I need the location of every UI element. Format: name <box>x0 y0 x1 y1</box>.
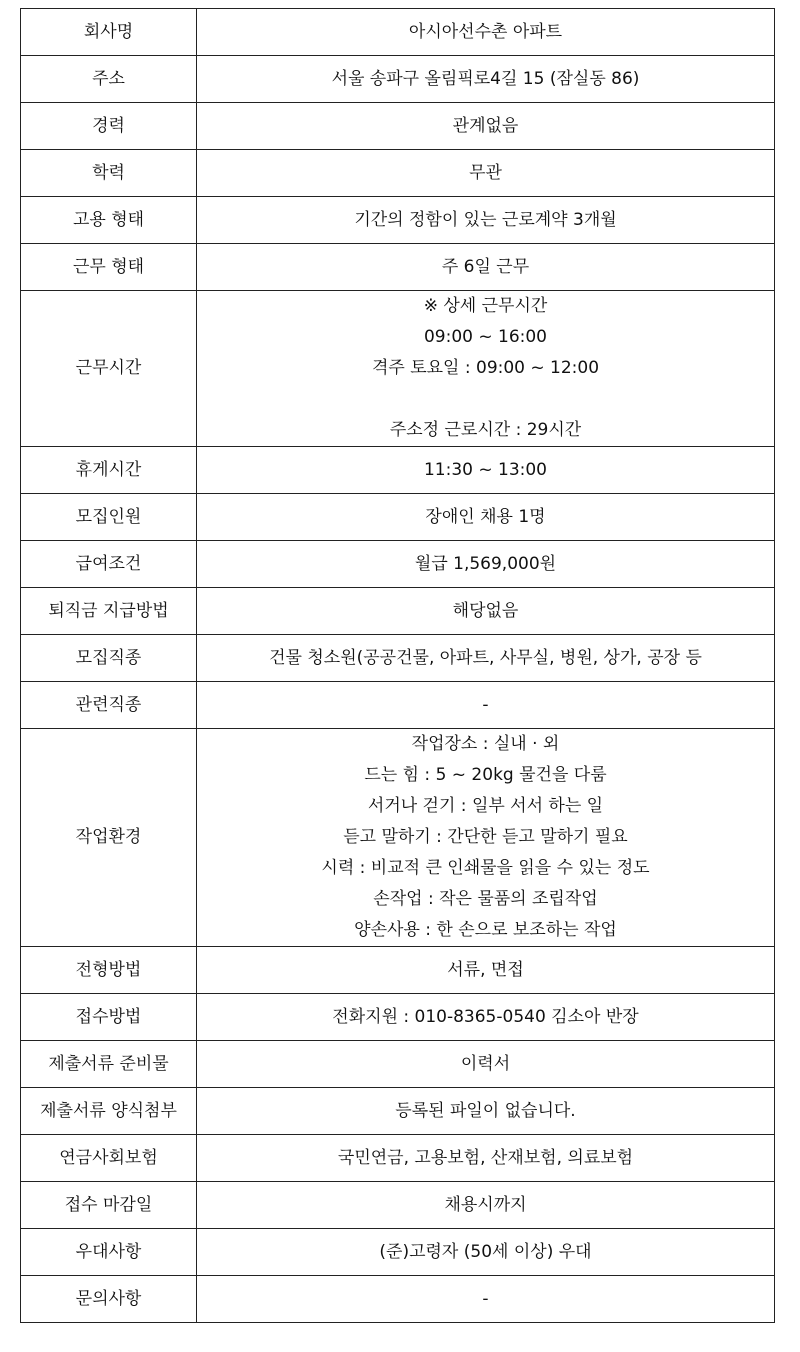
row-preferences <box>21 1229 775 1276</box>
label-education: 학력 <box>21 150 197 197</box>
value-social-insurance: 국민연금, 고용보험, 산재보험, 의료보험 <box>197 1135 775 1182</box>
label-break-time: 휴게시간 <box>21 447 197 494</box>
label-company: 회사명 <box>21 9 197 56</box>
label-work-environment: 작업환경 <box>21 729 197 947</box>
value-severance: 해당없음 <box>197 588 775 635</box>
value-experience: 관계없음 <box>197 103 775 150</box>
row-related-jobs <box>21 682 775 729</box>
label-selection-method: 전형방법 <box>21 947 197 994</box>
label-application-method: 접수방법 <box>21 994 197 1041</box>
label-address: 주소 <box>21 56 197 103</box>
value-inquiries: - <box>197 1276 775 1323</box>
work-environment-line: 작업장소 : 실내 · 외 <box>411 734 560 754</box>
label-inquiries: 문의사항 <box>21 1276 197 1323</box>
row-deadline <box>21 1182 775 1229</box>
row-salary <box>21 541 775 588</box>
row-experience <box>21 103 775 150</box>
label-preferences: 우대사항 <box>21 1229 197 1276</box>
value-salary: 월급 1,569,000원 <box>197 541 775 588</box>
value-application-method: 전화지원 : 010-8365-0540 김소아 반장 <box>197 994 775 1041</box>
value-break-time: 11:30 ~ 13:00 <box>197 447 775 494</box>
value-education: 무관 <box>197 150 775 197</box>
label-salary: 급여조건 <box>21 541 197 588</box>
row-work-environment <box>21 729 775 947</box>
label-work-hours: 근무시간 <box>21 291 197 447</box>
value-preferences: (준)고령자 (50세 이상) 우대 <box>197 1229 775 1276</box>
row-application-method <box>21 994 775 1041</box>
label-headcount: 모집인원 <box>21 494 197 541</box>
work-environment-line: 시력 : 비교적 큰 인쇄물을 읽을 수 있는 정도 <box>321 858 650 878</box>
work-hours-line: 격주 토요일 : 09:00 ~ 12:00 <box>371 358 600 378</box>
value-work-environment <box>197 729 775 947</box>
value-selection-method: 서류, 면접 <box>197 947 775 994</box>
label-required-documents: 제출서류 준비물 <box>21 1041 197 1088</box>
value-attached-forms: 등록된 파일이 없습니다. <box>197 1088 775 1135</box>
work-hours-blank-line <box>201 384 770 415</box>
value-required-documents: 이력서 <box>197 1041 775 1088</box>
work-environment-line: 듣고 말하기 : 간단한 듣고 말하기 필요 <box>343 827 628 847</box>
row-education <box>21 150 775 197</box>
work-hours-line: 09:00 ~ 16:00 <box>423 327 548 347</box>
job-info-table <box>20 8 775 1323</box>
work-hours-line: 주소정 근로시간 : 29시간 <box>389 420 582 440</box>
row-work-type <box>21 244 775 291</box>
row-employment-type <box>21 197 775 244</box>
row-address <box>21 56 775 103</box>
work-environment-line: 드는 힘 : 5 ~ 20kg 물건을 다룸 <box>364 765 607 785</box>
row-work-hours <box>21 291 775 447</box>
label-work-type: 근무 형태 <box>21 244 197 291</box>
label-job-category: 모집직종 <box>21 635 197 682</box>
row-attached-forms <box>21 1088 775 1135</box>
row-company <box>21 9 775 56</box>
value-job-category: 건물 청소원(공공건물, 아파트, 사무실, 병원, 상가, 공장 등 <box>197 635 775 682</box>
value-employment-type: 기간의 정함이 있는 근로계약 3개월 <box>197 197 775 244</box>
row-inquiries <box>21 1276 775 1323</box>
label-attached-forms: 제출서류 양식첨부 <box>21 1088 197 1135</box>
value-related-jobs: - <box>197 682 775 729</box>
row-social-insurance <box>21 1135 775 1182</box>
row-selection-method <box>21 947 775 994</box>
value-deadline: 채용시까지 <box>197 1182 775 1229</box>
work-environment-line: 손작업 : 작은 물품의 조립작업 <box>373 889 598 909</box>
work-environment-line: 서거나 걷기 : 일부 서서 하는 일 <box>367 796 604 816</box>
value-work-type: 주 6일 근무 <box>197 244 775 291</box>
job-posting-sheet <box>20 8 775 1323</box>
label-social-insurance: 연금사회보험 <box>21 1135 197 1182</box>
label-experience: 경력 <box>21 103 197 150</box>
row-severance <box>21 588 775 635</box>
work-hours-line: ※ 상세 근무시간 <box>423 296 548 316</box>
label-employment-type: 고용 형태 <box>21 197 197 244</box>
label-related-jobs: 관련직종 <box>21 682 197 729</box>
value-company: 아시아선수촌 아파트 <box>197 9 775 56</box>
row-headcount <box>21 494 775 541</box>
label-deadline: 접수 마감일 <box>21 1182 197 1229</box>
row-break-time <box>21 447 775 494</box>
row-job-category <box>21 635 775 682</box>
label-severance: 퇴직금 지급방법 <box>21 588 197 635</box>
value-work-hours <box>197 291 775 447</box>
value-address: 서울 송파구 올림픽로4길 15 (잠실동 86) <box>197 56 775 103</box>
row-required-documents <box>21 1041 775 1088</box>
value-headcount: 장애인 채용 1명 <box>197 494 775 541</box>
work-environment-line: 양손사용 : 한 손으로 보조하는 작업 <box>354 920 617 940</box>
